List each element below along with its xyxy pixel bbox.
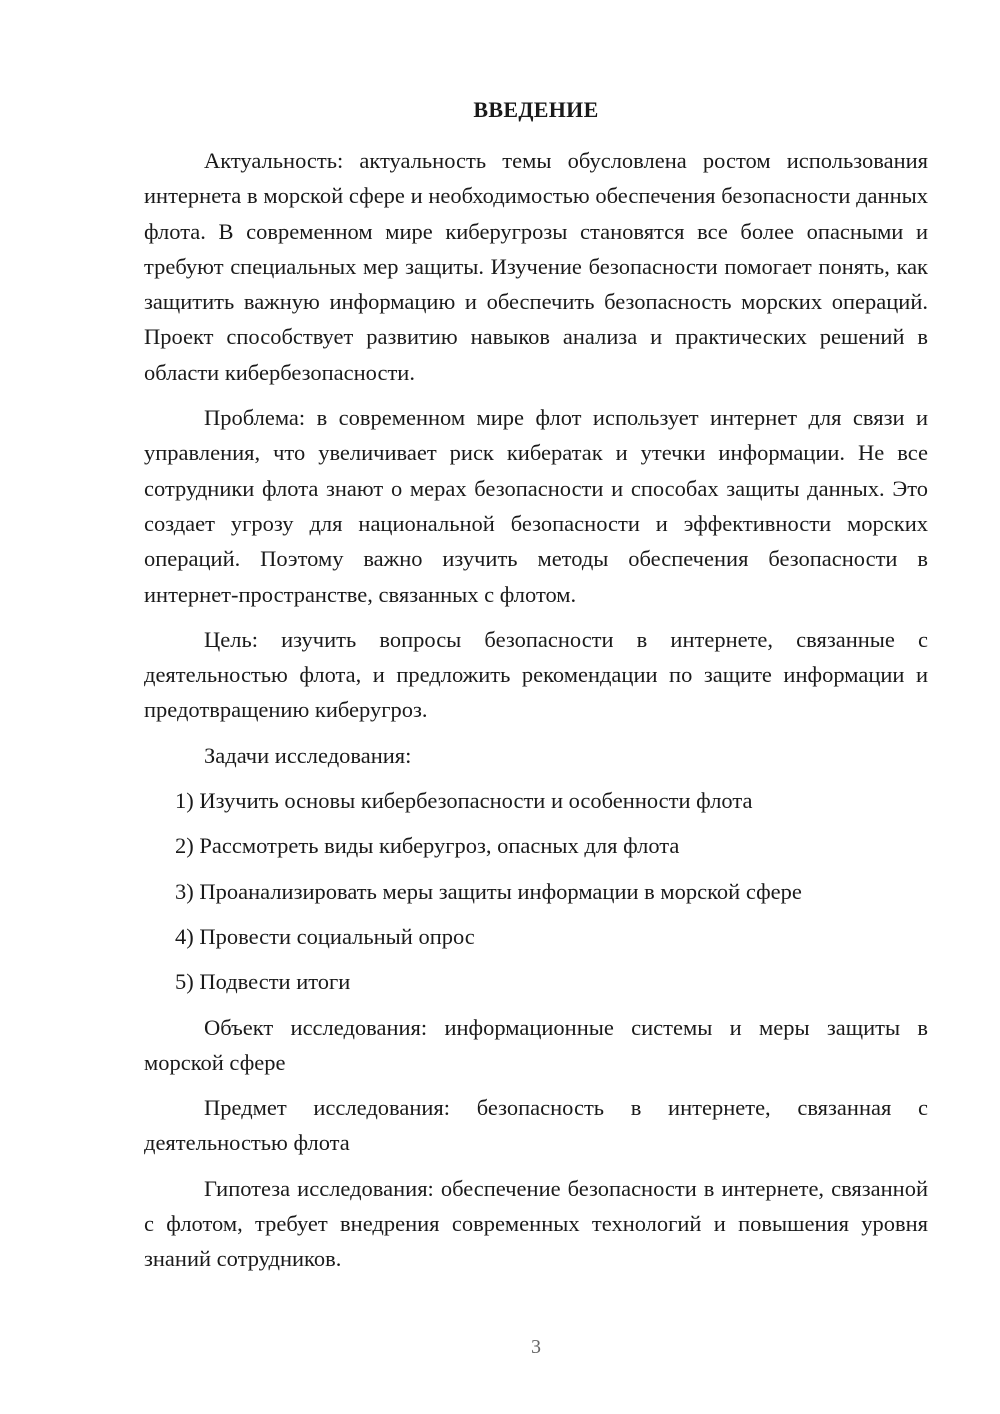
document-body	[144, 143, 928, 1287]
hypothesis-paragraph: Гипотеза исследования: обеспечение безопасности в интернете, связанной с флотом, требует внедрения современных технологий и повышения уровня знаний сотрудников.	[144, 1175, 928, 1272]
problem-paragraph: Проблема: в современном мире флот использует интернет для связи и управления, что увеличивает риск кибератак и утечки информации. Не все сотрудники флота знают о мерах безопасности и способах защиты данных. Это создает угрозу для национальной безопасности и эффективности морских операций. Поэтому важно изучить методы обеспечения безопасности в интернет-пространстве, связанных с флотом.	[144, 405, 928, 607]
goal-paragraph: Цель: изучить вопросы безопасности в интернете, связанные с деятельностью флота, и предложить рекомендации по защите информации и предотвращению киберугроз.	[144, 626, 928, 723]
task-list	[144, 783, 928, 999]
task-item: 4) Провести социальный опрос	[175, 923, 475, 949]
tasks-title: Задачи исследования:	[204, 742, 412, 768]
task-item: 2) Рассмотреть виды киберугроз, опасных для флота	[175, 833, 680, 859]
object-paragraph: Объект исследования: информационные системы и меры защиты в морской сфере	[144, 1014, 928, 1075]
relevance-paragraph: Актуальность: актуальность темы обусловлена ростом использования интернета в морской сфере и необходимостью обеспечения безопасности данных флота. В современном мире киберугрозы становятся все более опасными и требуют специальных мер защиты. Изучение безопасности помогает понять, как защитить важную информацию и обеспечить безопасность морских операций. Проект способствует развитию навыков анализа и практических решений в области кибербезопасности.	[144, 148, 928, 385]
task-item: 1) Изучить основы кибербезопасности и особенности флота	[175, 788, 753, 814]
section-heading: ВВЕДЕНИЕ	[473, 97, 599, 122]
task-item: 5) Подвести итоги	[175, 969, 351, 995]
subject-paragraph: Предмет исследования: безопасность в интернете, связанная с деятельностью флота	[144, 1095, 928, 1156]
task-item: 3) Проанализировать меры защиты информации в морской сфере	[175, 878, 802, 904]
page-number: 3	[531, 1336, 541, 1358]
